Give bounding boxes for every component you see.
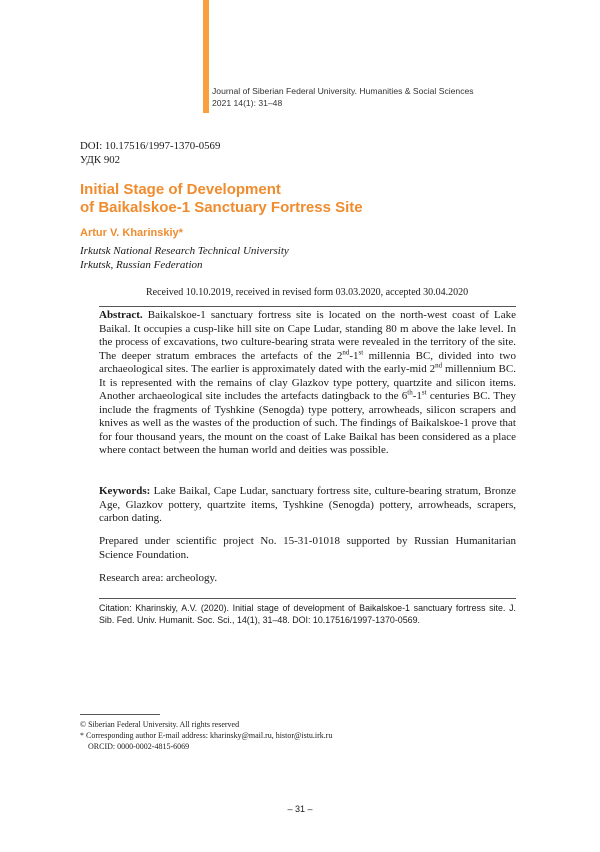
citation: Citation: Kharinskiy, A.V. (2020). Initial stage of development of Baikalskoe-1 sanctuary fortress site. J. Sib. Fed. Univ. Humanit. Soc. Sci., 14(1), 31–48. DOI: 10.17516/1997-1370-0569. [99,603,516,625]
article-title [80,181,363,217]
udk: УДК 902 [80,153,121,166]
identifiers [80,140,220,167]
keywords [99,485,516,526]
journal-header [212,86,474,109]
abstract-label: Abstract. [99,309,143,321]
title-line-2: of Baikalskoe-1 Sanctuary Fortress Site [80,199,363,216]
sup-1: nd [342,347,350,356]
received-dates: Received 10.10.2019, received in revised form 03.03.2020, accepted 30.04.2020 [146,287,469,298]
page-number: – 31 – [287,804,313,814]
funding-note [99,535,516,562]
abstract-text-3: millennia BC, divided into two archaeological sites. The earlier is approximately dated with the early-mid 2 [99,349,516,375]
research-area [99,572,516,586]
abstract-text-4: millennium BC. It is represented with the remains of clay Glazkov type pottery, quartzite and silicon items. Another archaeological site includes the artefacts datingback to the 6 [99,363,516,402]
orcid: ORCID: 0000-0002-4815-6069 [88,742,190,751]
abstract-text-2: -1 [349,349,359,362]
affiliation-location: Irkutsk, Russian Federation [80,259,203,271]
affiliation-institution: Irkutsk National Research Technical University [80,245,289,257]
title-line-1: Initial Stage of Development [80,181,281,198]
doi: DOI: 10.17516/1997-1370-0569 [80,140,221,152]
abstract-text-6: centuries BC. They include the fragments of Tyshkine (Senogda) type pottery, arrowheads, silicon scrapers and knives as well as the wastes of the production of such. The findings of Baikalskoe-1 prove that for four thousand years, the mount on the coast of Lake Baikal has been considered as a place where contact between the human world and deities was possible. [99,390,516,456]
journal-name: Journal of Siberian Federal University. Humanities & Social Sciences [212,86,474,96]
sup-4: th [407,388,413,397]
copyright: © Siberian Federal University. All rights reserved [80,720,240,729]
footnote-rule [80,714,160,715]
keywords-label: Keywords: [99,485,151,497]
corresponding-author: * Corresponding author E-mail address: kharinsky@mail.ru, histor@istu.irk.ru [80,731,333,740]
sup-3: nd [435,361,443,370]
author-name: Artur V. Kharinskiy* [80,227,183,239]
sup-2: st [358,347,364,356]
affiliation [80,244,289,272]
journal-issue: 2021 14(1): 31–48 [212,97,283,108]
divider-top [99,306,516,307]
abstract-text-5: -1 [412,390,422,402]
footnotes [80,719,332,752]
funding-text: Prepared under scientific project No. 15-31-01018 supported by Russian Humanitarian Science Foundation. [99,535,516,561]
sup-5: st [421,388,427,397]
divider-citation [99,598,516,599]
abstract-text-1: Baikalskoe-1 sanctuary fortress site is located on the north-west coast of Lake Baikal. It occupies a cusp-like hill site on Cape Ludar, standing 80 m above the lake level. In the process of excavations, two culture-bearing strata were revealed in the territory of the site. The deeper stratum embraces the artefacts of the 2 [99,309,516,362]
abstract [99,309,516,458]
research-area-text: Research area: archeology. [99,572,218,584]
header-accent-bar [203,0,209,113]
keywords-text: Lake Baikal, Cape Ludar, sanctuary fortress site, culture-bearing stratum, Bronze Age, Glazkov pottery, quartzite items, Tyshkine (Senogda) pottery, arrowheads, scrapers, carbon dating. [99,485,516,524]
